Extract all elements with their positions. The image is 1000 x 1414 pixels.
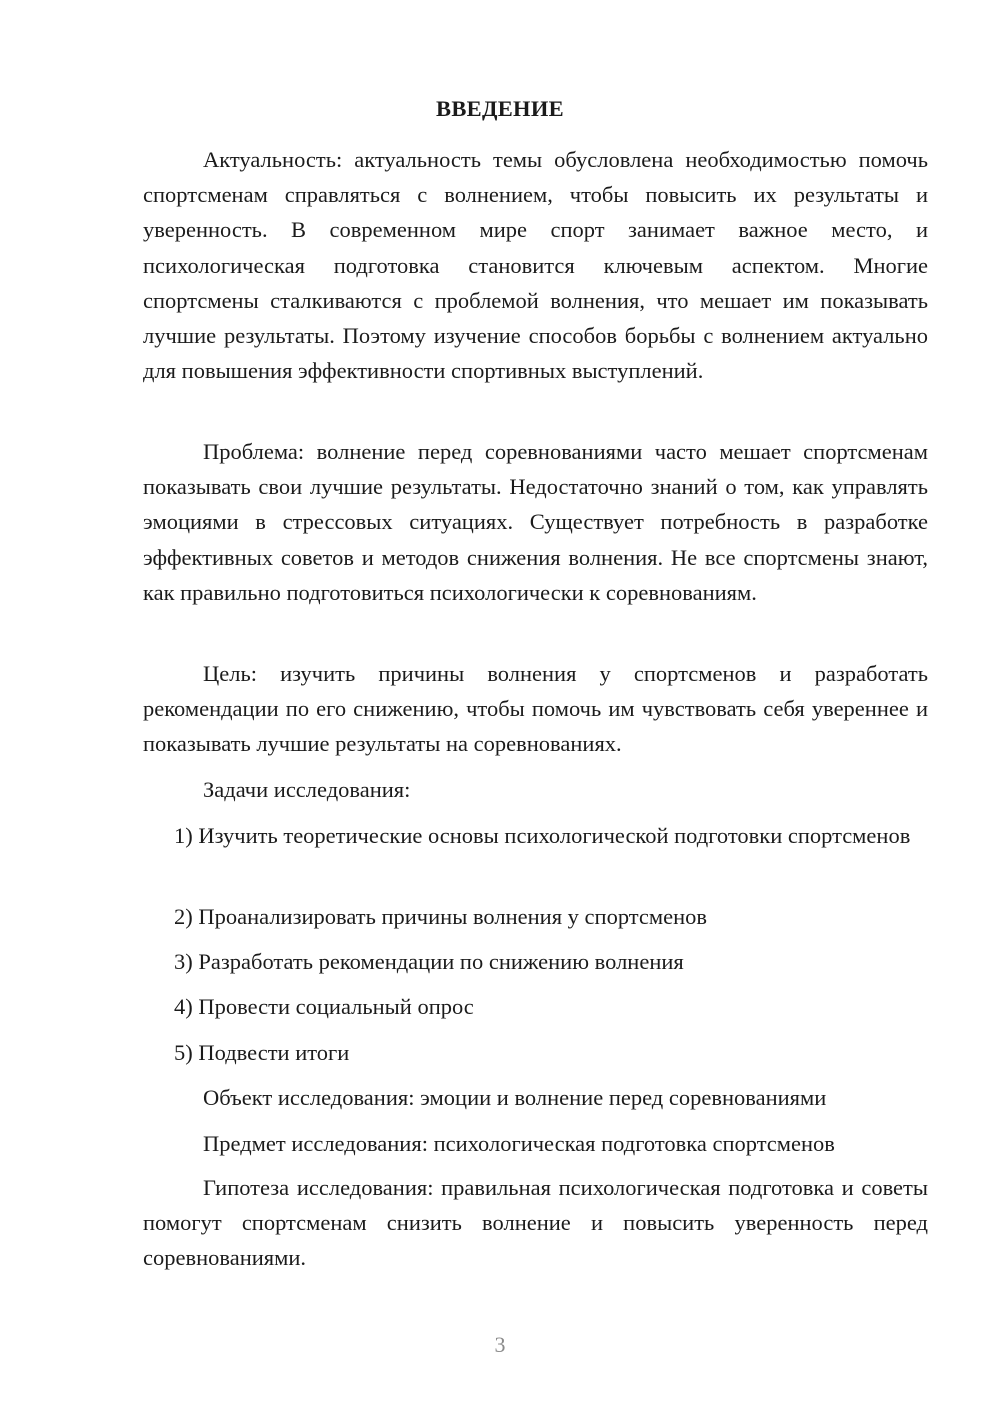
problem-paragraph: Проблема: волнение перед соревнованиями часто мешает спортсменам показывать свои лучшие результаты. Недостаточно знаний о том, как управлять эмоциями в стрессовых ситуациях. Существует потребность в разработке эффективных советов и методов снижения волнения. Не все спортсмены знают, как правильно подготовиться психологически к соревнованиям. bbox=[143, 439, 928, 605]
relevance-paragraph: Актуальность: актуальность темы обусловлена необходимостью помочь спортсменам справляться с волнением, чтобы повысить их результаты и уверенность. В современном мире спорт занимает важное место, и психологическая подготовка становится ключевым аспектом. Многие спортсмены сталкиваются с проблемой волнения, что мешает им показывать лучшие результаты. Поэтому изучение способов борьбы с волнением актуально для повышения эффективности спортивных выступлений. bbox=[143, 147, 928, 384]
hypothesis-paragraph: Гипотеза исследования: правильная психологическая подготовка и советы помогут спортсменам снизить волнение и повысить уверенность перед соревнованиями. bbox=[143, 1175, 928, 1271]
task-item: 1) Изучить теоретические основы психологической подготовки спортсменов bbox=[174, 823, 911, 848]
page-number: 3 bbox=[494, 1332, 506, 1357]
research-object: Объект исследования: эмоции и волнение перед соревнованиями bbox=[203, 1085, 827, 1110]
page-title: ВВЕДЕНИЕ bbox=[436, 96, 564, 121]
task-item: 3) Разработать рекомендации по снижению волнения bbox=[174, 949, 684, 974]
task-item: 5) Подвести итоги bbox=[174, 1040, 350, 1065]
research-subject: Предмет исследования: психологическая подготовка спортсменов bbox=[203, 1131, 835, 1156]
goal-paragraph: Цель: изучить причины волнения у спортсменов и разработать рекомендации по его снижению, чтобы помочь им чувствовать себя увереннее и показывать лучшие результаты на соревнованиях. bbox=[143, 661, 928, 757]
task-item: 2) Проанализировать причины волнения у спортсменов bbox=[174, 904, 708, 929]
task-item: 4) Провести социальный опрос bbox=[174, 994, 474, 1019]
tasks-heading: Задачи исследования: bbox=[203, 777, 411, 802]
